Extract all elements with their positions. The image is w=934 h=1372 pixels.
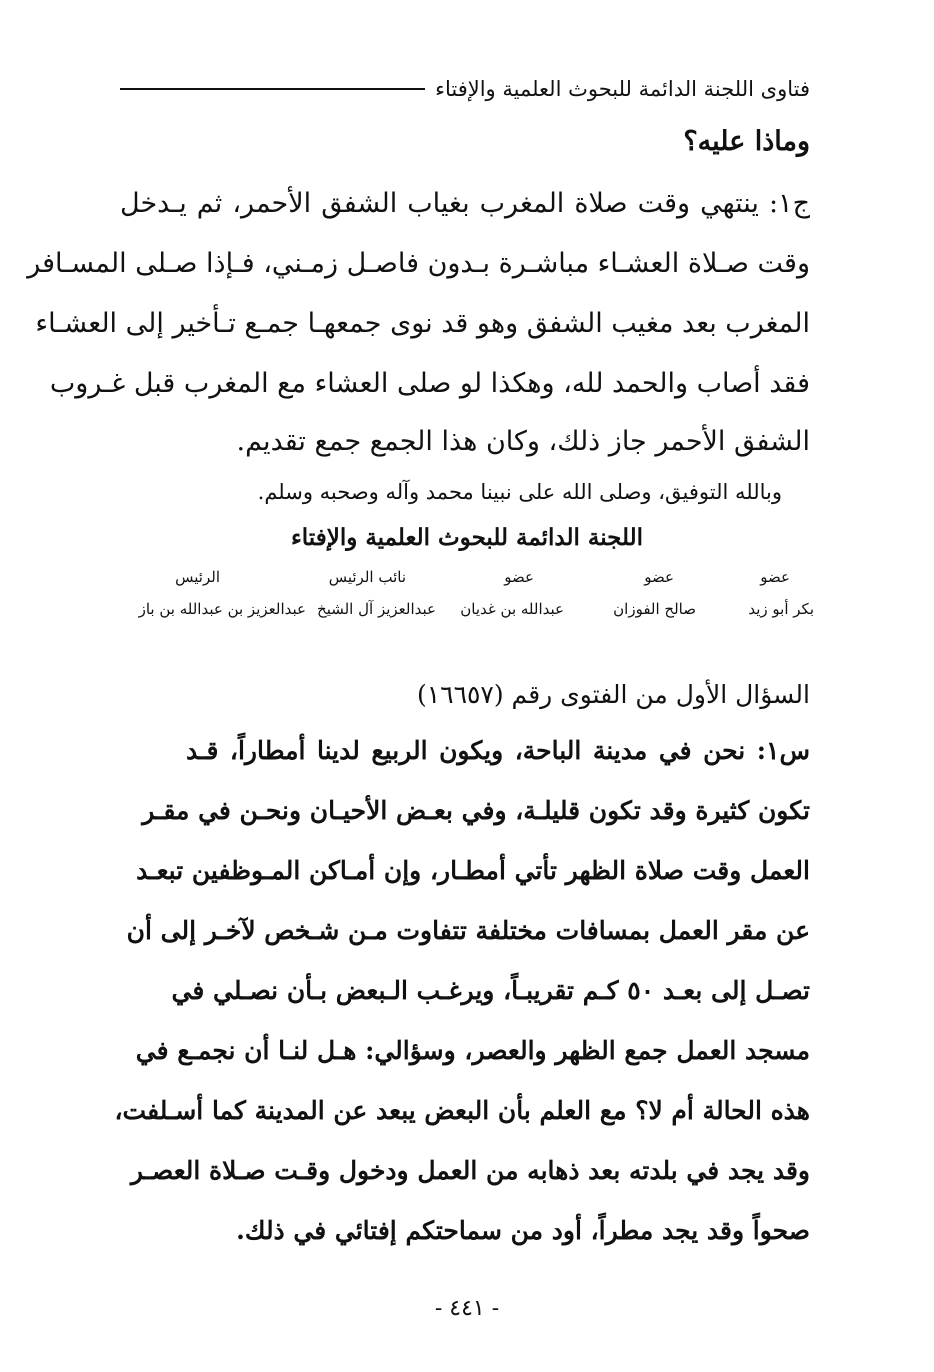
signatory-name: عبدالعزيز بن عبدالله بن باز — [138, 600, 306, 618]
answer-line-3: وقت صـلاة العشـاء مباشـرة بـدون فاصـل زمـني، فـإذا صـلى المسـافر — [27, 248, 810, 279]
signatory-name: عبدالعزيز آل الشيخ — [317, 600, 436, 618]
header-rule — [120, 88, 425, 90]
question-line-9: صحواً وقد يجد مطراً، أود من سماحتكم إفتائي في ذلك. — [236, 1216, 810, 1245]
signatory-title: عضو — [504, 568, 534, 586]
signatory-name: صالح الفوزان — [613, 600, 696, 618]
committee-name: اللجنة الدائمة للبحوث العلمية والإفتاء — [290, 524, 644, 551]
answer-line-5: فقد أصاب والحمد لله، وهكذا لو صلى العشاء مع المغرب قبل غـروب — [49, 368, 810, 399]
question-line-2: تكون كثيرة وقد تكون قليلـة، وفي بعـض الأحيـان ونحـن في مقـر — [142, 796, 810, 825]
signatory-name: بكر أبو زيد — [748, 600, 814, 618]
signatory-title: الرئيس — [175, 568, 220, 586]
question-line-3: العمل وقت صلاة الظهر تأتي أمطـار، وإن أمـاكن المـوظفين تبعـد — [136, 856, 810, 885]
running-header — [120, 72, 810, 106]
question-line-7: هذه الحالة أم لا؟ مع العلم بأن البعض يبعد عن المدينة كما أسـلفت، — [114, 1096, 810, 1125]
signatory-name: عبدالله بن غديان — [460, 600, 564, 618]
closing-formula: وبالله التوفيق، وصلى الله على نبينا محمد وآله وصحبه وسلم. — [257, 480, 782, 504]
answer-line-1: وماذا عليه؟ — [683, 126, 810, 157]
answer-line-4: المغرب بعد مغيب الشفق وهو قد نوى جمعهـا جمـع تـأخير إلى العشـاء — [35, 308, 810, 339]
question-line-8: وقد يجد في بلدته بعد ذهابه من العمل ودخول وقـت صـلاة العصـر — [130, 1156, 810, 1185]
answer-line-6: الشفق الأحمر جاز ذلك، وكان هذا الجمع جمع تقديم. — [236, 426, 810, 457]
signatory-title: عضو — [760, 568, 790, 586]
question-line-4: عن مقر العمل بمسافات مختلفة تتفاوت مـن شـخص لآخـر إلى أن — [126, 916, 810, 945]
answer-line-2: ج١: ينتهي وقت صلاة المغرب بغياب الشفق الأحمر، ثم يـدخل — [120, 188, 810, 219]
question-line-5: تصـل إلى بعـد ٥٠ كـم تقريبـاً، ويرغـب الـبعض بـأن نصـلي في — [171, 976, 810, 1005]
question-line-1: س١: نحن في مدينة الباحة، ويكون الربيع لدينا أمطاراً، قـد — [186, 736, 810, 765]
signatory-title: نائب الرئيس — [328, 568, 406, 586]
question-heading: السؤال الأول من الفتوى رقم (١٦٦٥٧) — [416, 680, 810, 709]
signatory-names — [124, 600, 814, 626]
signatory-title: عضو — [644, 568, 674, 586]
page-number: - ٤٤١ - — [434, 1296, 500, 1321]
running-title: فتاوى اللجنة الدائمة للبحوث العلمية والإفتاء — [435, 77, 810, 101]
question-line-6: مسجد العمل جمع الظهر والعصر، وسؤالي: هـل لنـا أن نجمـع في — [135, 1036, 810, 1065]
signatory-titles — [124, 568, 804, 592]
